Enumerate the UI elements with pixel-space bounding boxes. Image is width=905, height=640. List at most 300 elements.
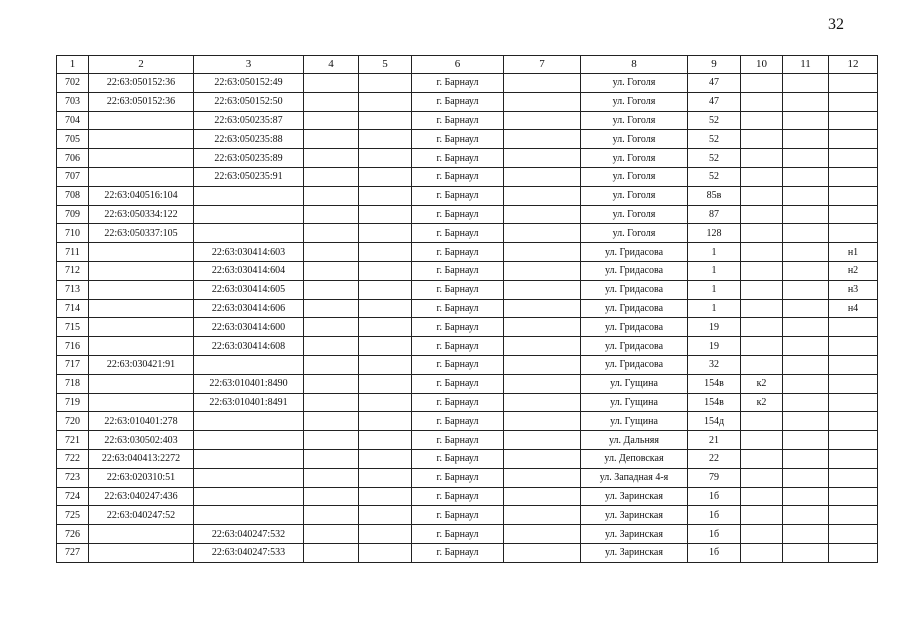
table-cell-col-2: 22:63:050334:122: [89, 205, 194, 224]
table-cell-col-5: [359, 337, 412, 356]
table-cell-col-9: 1б: [688, 506, 741, 525]
table-cell-col-9: 52: [688, 111, 741, 130]
column-header-7: 7: [504, 56, 581, 74]
table-cell-col-6: г. Барнаул: [412, 337, 504, 356]
table-cell-col-3: [194, 205, 304, 224]
table-cell-col-9: 154в: [688, 393, 741, 412]
table-cell-col-11: [783, 149, 829, 168]
table-cell-col-6: г. Барнаул: [412, 468, 504, 487]
table-cell-col-5: [359, 261, 412, 280]
header-row: [57, 56, 878, 74]
table-cell-col-12: [829, 506, 878, 525]
table-cell-col-12: [829, 92, 878, 111]
table-cell-col-3: 22:63:030414:608: [194, 337, 304, 356]
table-cell-col-5: [359, 167, 412, 186]
table-cell-col-9: 32: [688, 355, 741, 374]
table-cell-col-9: 1б: [688, 487, 741, 506]
table-cell-col-3: [194, 224, 304, 243]
table-cell-col-3: 22:63:050235:89: [194, 149, 304, 168]
table-cell-col-6: г. Барнаул: [412, 261, 504, 280]
table-cell-col-10: [741, 412, 783, 431]
table-cell-col-2: 22:63:050337:105: [89, 224, 194, 243]
table-cell-col-9: 52: [688, 149, 741, 168]
table-cell-col-12: н4: [829, 299, 878, 318]
table-cell-col-6: г. Барнаул: [412, 525, 504, 544]
table-cell-col-9: 22: [688, 449, 741, 468]
table-row: [57, 355, 878, 374]
table-cell-col-3: 22:63:030414:604: [194, 261, 304, 280]
table-row: [57, 299, 878, 318]
table-cell-col-6: г. Барнаул: [412, 130, 504, 149]
table-cell-col-1: 715: [57, 318, 89, 337]
table-cell-col-10: [741, 299, 783, 318]
table-cell-col-2: 22:63:040413:2272: [89, 449, 194, 468]
table-cell-col-6: г. Барнаул: [412, 299, 504, 318]
table-cell-col-8: ул. Дальняя: [581, 431, 688, 450]
table-row: [57, 261, 878, 280]
table-cell-col-12: н3: [829, 280, 878, 299]
table-cell-col-8: ул. Гущина: [581, 393, 688, 412]
table-cell-col-11: [783, 449, 829, 468]
table-cell-col-1: 716: [57, 337, 89, 356]
table-cell-col-5: [359, 186, 412, 205]
table-cell-col-3: 22:63:050235:87: [194, 111, 304, 130]
table-cell-col-6: г. Барнаул: [412, 205, 504, 224]
table-cell-col-3: 22:63:010401:8490: [194, 374, 304, 393]
table-cell-col-1: 710: [57, 224, 89, 243]
table-row: [57, 412, 878, 431]
table-cell-col-7: [504, 449, 581, 468]
table-cell-col-3: 22:63:050235:91: [194, 167, 304, 186]
table-cell-col-3: [194, 449, 304, 468]
table-cell-col-7: [504, 431, 581, 450]
table-cell-col-9: 19: [688, 318, 741, 337]
table-cell-col-4: [304, 431, 359, 450]
table-cell-col-9: 154в: [688, 374, 741, 393]
table-cell-col-7: [504, 111, 581, 130]
table-cell-col-12: [829, 186, 878, 205]
table-cell-col-12: [829, 525, 878, 544]
table-cell-col-5: [359, 74, 412, 93]
table-cell-col-7: [504, 506, 581, 525]
table-cell-col-9: 79: [688, 468, 741, 487]
table-cell-col-5: [359, 280, 412, 299]
table-cell-col-11: [783, 393, 829, 412]
table-row: [57, 525, 878, 544]
table-cell-col-8: ул. Гоголя: [581, 167, 688, 186]
table-cell-col-5: [359, 487, 412, 506]
table-cell-col-2: 22:63:030502:403: [89, 431, 194, 450]
table-cell-col-4: [304, 468, 359, 487]
column-header-5: 5: [359, 56, 412, 74]
table-cell-col-10: [741, 205, 783, 224]
table-cell-col-9: 52: [688, 130, 741, 149]
table-cell-col-8: ул. Гоголя: [581, 92, 688, 111]
table-cell-col-8: ул. Гущина: [581, 412, 688, 431]
table-cell-col-3: 22:63:030414:603: [194, 243, 304, 262]
table-cell-col-9: 128: [688, 224, 741, 243]
column-header-12: 12: [829, 56, 878, 74]
table-cell-col-12: [829, 74, 878, 93]
table-cell-col-10: [741, 111, 783, 130]
table-cell-col-6: г. Барнаул: [412, 374, 504, 393]
table-cell-col-3: 22:63:040247:533: [194, 543, 304, 562]
table-cell-col-5: [359, 431, 412, 450]
table-cell-col-2: 22:63:030421:91: [89, 355, 194, 374]
table-cell-col-8: ул. Гоголя: [581, 130, 688, 149]
table-cell-col-11: [783, 111, 829, 130]
table-cell-col-11: [783, 431, 829, 450]
table-cell-col-4: [304, 299, 359, 318]
table-cell-col-2: [89, 280, 194, 299]
table-cell-col-12: н1: [829, 243, 878, 262]
table-row: [57, 74, 878, 93]
table-cell-col-12: [829, 111, 878, 130]
table-cell-col-11: [783, 224, 829, 243]
table-cell-col-2: 22:63:050152:36: [89, 92, 194, 111]
table-cell-col-8: ул. Заринская: [581, 487, 688, 506]
table-cell-col-3: [194, 412, 304, 431]
table-cell-col-4: [304, 149, 359, 168]
table-cell-col-7: [504, 92, 581, 111]
table-cell-col-11: [783, 506, 829, 525]
table-cell-col-11: [783, 280, 829, 299]
table-cell-col-8: ул. Гридасова: [581, 299, 688, 318]
column-header-3: 3: [194, 56, 304, 74]
table-cell-col-3: [194, 506, 304, 525]
table-cell-col-2: [89, 374, 194, 393]
table-cell-col-11: [783, 337, 829, 356]
table-row: [57, 243, 878, 262]
table-cell-col-1: 708: [57, 186, 89, 205]
table-cell-col-1: 712: [57, 261, 89, 280]
table-cell-col-7: [504, 393, 581, 412]
table-cell-col-2: 22:63:010401:278: [89, 412, 194, 431]
table-row: [57, 280, 878, 299]
table-cell-col-3: 22:63:050235:88: [194, 130, 304, 149]
table-cell-col-10: [741, 449, 783, 468]
table-row: [57, 543, 878, 562]
table-cell-col-2: [89, 543, 194, 562]
table-cell-col-12: [829, 337, 878, 356]
table-cell-col-1: 720: [57, 412, 89, 431]
table-cell-col-6: г. Барнаул: [412, 92, 504, 111]
table-cell-col-5: [359, 374, 412, 393]
table-cell-col-5: [359, 111, 412, 130]
table-cell-col-10: к2: [741, 374, 783, 393]
table-cell-col-11: [783, 468, 829, 487]
table-cell-col-1: 707: [57, 167, 89, 186]
table-cell-col-10: [741, 243, 783, 262]
table-cell-col-5: [359, 299, 412, 318]
table-cell-col-8: ул. Деповская: [581, 449, 688, 468]
table-row: [57, 506, 878, 525]
table-cell-col-4: [304, 355, 359, 374]
table-cell-col-3: 22:63:050152:49: [194, 74, 304, 93]
table-cell-col-7: [504, 149, 581, 168]
table-cell-col-2: 22:63:020310:51: [89, 468, 194, 487]
table-cell-col-5: [359, 205, 412, 224]
table-cell-col-1: 727: [57, 543, 89, 562]
table-header: [57, 56, 878, 74]
table-cell-col-12: н2: [829, 261, 878, 280]
table-cell-col-9: 52: [688, 167, 741, 186]
table-cell-col-8: ул. Гоголя: [581, 149, 688, 168]
table-cell-col-6: г. Барнаул: [412, 318, 504, 337]
table-cell-col-5: [359, 393, 412, 412]
table-cell-col-4: [304, 130, 359, 149]
table-cell-col-4: [304, 280, 359, 299]
table-cell-col-5: [359, 468, 412, 487]
column-header-2: 2: [89, 56, 194, 74]
table-row: [57, 468, 878, 487]
table-cell-col-7: [504, 468, 581, 487]
table-cell-col-6: г. Барнаул: [412, 74, 504, 93]
table-cell-col-2: 22:63:040247:52: [89, 506, 194, 525]
table-row: [57, 337, 878, 356]
column-header-1: 1: [57, 56, 89, 74]
table-cell-col-1: 711: [57, 243, 89, 262]
table-cell-col-10: [741, 468, 783, 487]
table-cell-col-7: [504, 374, 581, 393]
table-cell-col-3: 22:63:030414:605: [194, 280, 304, 299]
table-cell-col-8: ул. Гоголя: [581, 74, 688, 93]
table-cell-col-4: [304, 525, 359, 544]
table-row: [57, 393, 878, 412]
table-cell-col-10: [741, 543, 783, 562]
table-cell-col-10: [741, 186, 783, 205]
table-cell-col-10: [741, 525, 783, 544]
table-cell-col-5: [359, 92, 412, 111]
table-cell-col-10: [741, 74, 783, 93]
column-header-11: 11: [783, 56, 829, 74]
table-cell-col-9: 21: [688, 431, 741, 450]
table-cell-col-11: [783, 543, 829, 562]
table-row: [57, 186, 878, 205]
table-row: [57, 487, 878, 506]
table-cell-col-4: [304, 224, 359, 243]
table-cell-col-4: [304, 318, 359, 337]
table-cell-col-2: [89, 393, 194, 412]
table-cell-col-4: [304, 111, 359, 130]
table-cell-col-10: [741, 355, 783, 374]
table-cell-col-10: [741, 149, 783, 168]
table-cell-col-7: [504, 318, 581, 337]
table-cell-col-6: г. Барнаул: [412, 487, 504, 506]
table-cell-col-6: г. Барнаул: [412, 449, 504, 468]
table-cell-col-4: [304, 393, 359, 412]
table-cell-col-1: 704: [57, 111, 89, 130]
table-cell-col-7: [504, 487, 581, 506]
table-cell-col-8: ул. Гридасова: [581, 261, 688, 280]
table-cell-col-2: [89, 261, 194, 280]
table-cell-col-4: [304, 506, 359, 525]
table-cell-col-3: [194, 355, 304, 374]
table-cell-col-11: [783, 186, 829, 205]
table-cell-col-2: [89, 130, 194, 149]
table-cell-col-6: г. Барнаул: [412, 186, 504, 205]
table-cell-col-5: [359, 355, 412, 374]
table-cell-col-11: [783, 355, 829, 374]
table-cell-col-3: 22:63:010401:8491: [194, 393, 304, 412]
table-cell-col-2: [89, 167, 194, 186]
page-number: 32: [828, 16, 844, 33]
table-cell-col-2: [89, 299, 194, 318]
table-cell-col-10: [741, 130, 783, 149]
table-cell-col-12: [829, 205, 878, 224]
table-cell-col-2: [89, 111, 194, 130]
table-cell-col-10: [741, 506, 783, 525]
table-cell-col-12: [829, 393, 878, 412]
table-cell-col-10: [741, 92, 783, 111]
table-cell-col-7: [504, 130, 581, 149]
table-cell-col-9: 1: [688, 280, 741, 299]
table-cell-col-5: [359, 149, 412, 168]
table-cell-col-7: [504, 280, 581, 299]
table-cell-col-2: [89, 318, 194, 337]
table-cell-col-8: ул. Заринская: [581, 525, 688, 544]
table-cell-col-6: г. Барнаул: [412, 149, 504, 168]
table-cell-col-12: [829, 543, 878, 562]
table-cell-col-1: 724: [57, 487, 89, 506]
table-cell-col-6: г. Барнаул: [412, 506, 504, 525]
table-cell-col-8: ул. Заринская: [581, 506, 688, 525]
table-cell-col-6: г. Барнаул: [412, 543, 504, 562]
table-cell-col-1: 702: [57, 74, 89, 93]
table-cell-col-8: ул. Гоголя: [581, 111, 688, 130]
table-cell-col-2: 22:63:040516:104: [89, 186, 194, 205]
table-cell-col-11: [783, 525, 829, 544]
column-header-4: 4: [304, 56, 359, 74]
table-cell-col-7: [504, 355, 581, 374]
table-cell-col-2: [89, 149, 194, 168]
table-row: [57, 167, 878, 186]
table-cell-col-9: 85в: [688, 186, 741, 205]
table-cell-col-7: [504, 337, 581, 356]
table-cell-col-8: ул. Гоголя: [581, 205, 688, 224]
table-cell-col-9: 1: [688, 299, 741, 318]
table-cell-col-4: [304, 337, 359, 356]
table-cell-col-1: 722: [57, 449, 89, 468]
table-row: [57, 149, 878, 168]
table-cell-col-7: [504, 299, 581, 318]
column-header-9: 9: [688, 56, 741, 74]
table-cell-col-5: [359, 543, 412, 562]
table-cell-col-12: [829, 167, 878, 186]
table-cell-col-4: [304, 449, 359, 468]
table-cell-col-6: г. Барнаул: [412, 412, 504, 431]
table-row: [57, 205, 878, 224]
table-cell-col-5: [359, 130, 412, 149]
table-cell-col-1: 705: [57, 130, 89, 149]
table-body: [57, 74, 878, 563]
table-cell-col-2: [89, 337, 194, 356]
table-cell-col-12: [829, 468, 878, 487]
table-row: [57, 111, 878, 130]
table-cell-col-1: 719: [57, 393, 89, 412]
table-cell-col-12: [829, 487, 878, 506]
table-cell-col-4: [304, 92, 359, 111]
table-cell-col-6: г. Барнаул: [412, 224, 504, 243]
table-cell-col-8: ул. Заринская: [581, 543, 688, 562]
table-cell-col-11: [783, 92, 829, 111]
table-cell-col-5: [359, 449, 412, 468]
table-cell-col-5: [359, 224, 412, 243]
table-cell-col-11: [783, 167, 829, 186]
table-row: [57, 374, 878, 393]
table-cell-col-10: [741, 167, 783, 186]
table-cell-col-1: 709: [57, 205, 89, 224]
table-cell-col-8: ул. Гоголя: [581, 224, 688, 243]
table-cell-col-10: [741, 337, 783, 356]
table-row: [57, 224, 878, 243]
table-cell-col-11: [783, 318, 829, 337]
table-cell-col-1: 726: [57, 525, 89, 544]
table-row: [57, 449, 878, 468]
table-cell-col-5: [359, 412, 412, 431]
table-cell-col-3: 22:63:040247:532: [194, 525, 304, 544]
table-cell-col-9: 1: [688, 243, 741, 262]
table-cell-col-6: г. Барнаул: [412, 111, 504, 130]
table-cell-col-12: [829, 130, 878, 149]
table-cell-col-1: 703: [57, 92, 89, 111]
table-cell-col-6: г. Барнаул: [412, 355, 504, 374]
table-row: [57, 92, 878, 111]
table-cell-col-7: [504, 74, 581, 93]
table-cell-col-1: 718: [57, 374, 89, 393]
table-cell-col-5: [359, 243, 412, 262]
table-row: [57, 318, 878, 337]
table-cell-col-9: 19: [688, 337, 741, 356]
table-cell-col-11: [783, 487, 829, 506]
table-cell-col-6: г. Барнаул: [412, 280, 504, 299]
table-cell-col-6: г. Барнаул: [412, 393, 504, 412]
table-cell-col-5: [359, 318, 412, 337]
table-cell-col-10: [741, 431, 783, 450]
table-cell-col-9: 1б: [688, 525, 741, 544]
table-cell-col-10: [741, 487, 783, 506]
table-cell-col-9: 47: [688, 92, 741, 111]
table-cell-col-4: [304, 205, 359, 224]
column-header-10: 10: [741, 56, 783, 74]
table-cell-col-7: [504, 261, 581, 280]
table-cell-col-8: ул. Гущина: [581, 374, 688, 393]
table-cell-col-11: [783, 299, 829, 318]
table-cell-col-8: ул. Гридасова: [581, 243, 688, 262]
table-cell-col-8: ул. Гридасова: [581, 355, 688, 374]
table-cell-col-3: [194, 431, 304, 450]
table-cell-col-4: [304, 74, 359, 93]
table-cell-col-1: 721: [57, 431, 89, 450]
table-cell-col-12: [829, 149, 878, 168]
table-cell-col-8: ул. Западная 4-я: [581, 468, 688, 487]
table-cell-col-9: 47: [688, 74, 741, 93]
table-cell-col-7: [504, 243, 581, 262]
table-cell-col-12: [829, 224, 878, 243]
table-cell-col-4: [304, 261, 359, 280]
table-cell-col-7: [504, 224, 581, 243]
table-cell-col-6: г. Барнаул: [412, 167, 504, 186]
table-cell-col-8: ул. Гридасова: [581, 280, 688, 299]
table-cell-col-1: 706: [57, 149, 89, 168]
table-cell-col-1: 723: [57, 468, 89, 487]
table-cell-col-11: [783, 243, 829, 262]
table-row: [57, 431, 878, 450]
address-table: [56, 55, 878, 563]
table-cell-col-3: 22:63:050152:50: [194, 92, 304, 111]
table-cell-col-3: 22:63:030414:600: [194, 318, 304, 337]
table-cell-col-1: 714: [57, 299, 89, 318]
